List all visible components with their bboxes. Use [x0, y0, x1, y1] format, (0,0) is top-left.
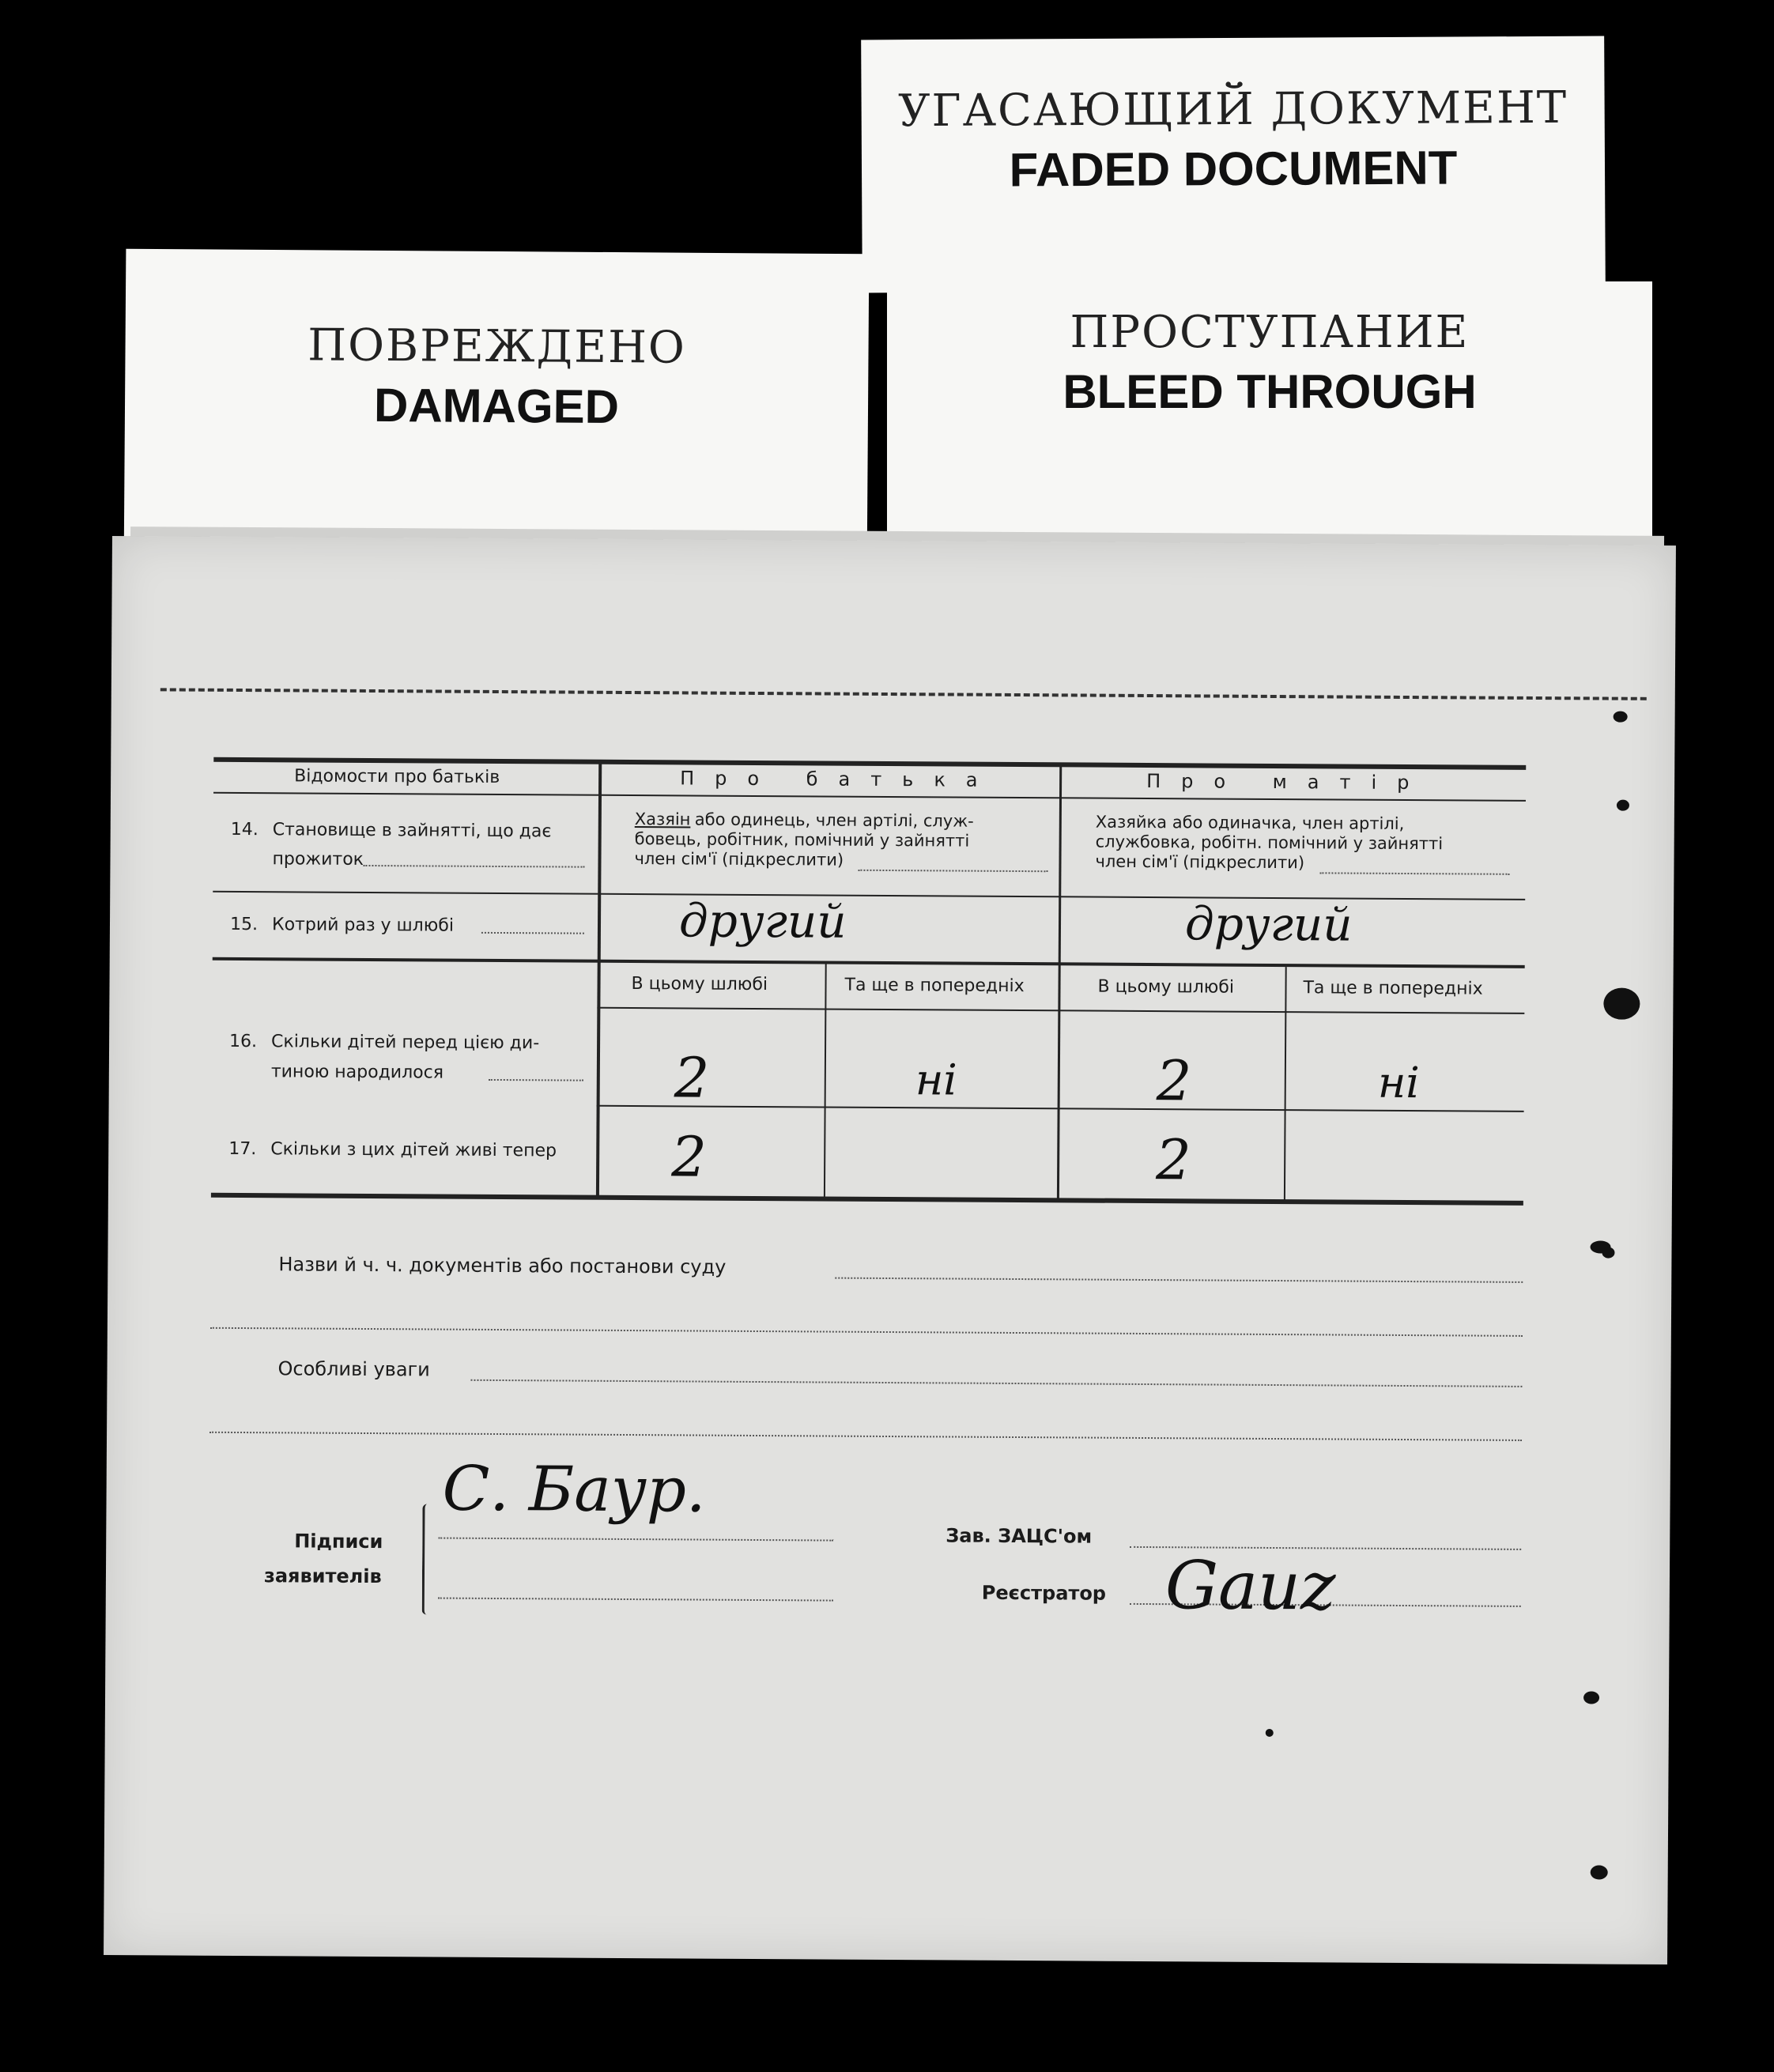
damage-spot: [1614, 711, 1628, 723]
documents-label: Назви й ч. ч. документів або постанови суду: [278, 1253, 727, 1278]
row14-label-1: Становище в зайнятті, що дає: [272, 820, 552, 842]
head-label: Зав. ЗАЦС'ом: [946, 1524, 1093, 1548]
table-rule: [213, 957, 1525, 968]
notes-line: [470, 1379, 1522, 1387]
row16-father-this: 2: [674, 1045, 710, 1111]
row14-father-line2: бовець, робітник, помічний у зайнятті: [634, 829, 970, 851]
row14-mother-line3: член сім'ї (підкреслити): [1095, 851, 1305, 873]
row15-father-value: другий: [678, 893, 847, 949]
bleed-through-card: [887, 281, 1652, 566]
applicant-signature-line-1: [438, 1538, 833, 1542]
damage-spot: [1583, 1691, 1599, 1704]
damaged-label-en: DAMAGED: [373, 378, 620, 434]
damaged-label-ru: ПОВРЕЖДЕНО: [308, 319, 687, 374]
bleed-label-en: BLEED THROUGH: [1063, 365, 1477, 418]
perforation-line: [160, 688, 1647, 700]
applicant-signature-line-2: [438, 1598, 833, 1602]
row14-father-line3: член сім'ї (підкреслити): [634, 849, 844, 870]
applicants-label-1: Підписи: [294, 1530, 383, 1553]
header-mother: Про матір: [1146, 769, 1430, 794]
row16-label-1: Скільки дітей перед цією ди-: [271, 1032, 540, 1054]
faded-label-en: FADED DOCUMENT: [1009, 141, 1458, 197]
applicants-label-2: заявителів: [263, 1564, 382, 1588]
row17-label: Скільки з цих дітей живі тепер: [270, 1139, 557, 1161]
applicant-signature: С. Баур.: [442, 1453, 706, 1527]
row17-father-this: 2: [670, 1124, 708, 1190]
damaged-card: [124, 249, 870, 571]
row17-mother-this: 2: [1155, 1127, 1192, 1193]
registration-form-sheet: [104, 536, 1676, 1964]
bleed-label-ru: ПРОСТУПАНИЕ: [1070, 307, 1470, 358]
documents-line: [835, 1278, 1523, 1283]
subheader-father-prev: Та ще в попередніх: [844, 975, 1025, 997]
row16-num: 16.: [229, 1031, 258, 1052]
damage-spot: [1617, 800, 1629, 811]
damage-spot: [1603, 988, 1640, 1020]
faded-label-ru: УГАСАЮЩИЙ ДОКУМЕНТ: [897, 81, 1568, 138]
faded-document-card: [861, 36, 1606, 293]
table-col-rule: [1057, 764, 1062, 1201]
table-col-rule: [596, 762, 602, 1198]
header-father: Про батька: [680, 767, 998, 791]
subheader-mother-prev: Та ще в попередніх: [1303, 978, 1483, 999]
row14-father-dots: [858, 870, 1047, 872]
notes-line-2: [209, 1432, 1522, 1441]
row14-mother-dots: [1319, 872, 1509, 874]
row14-label-2: прожиток: [272, 849, 364, 870]
row14-father-owner: Хазяін: [634, 810, 691, 829]
row15-mother-value: другий: [1184, 896, 1353, 952]
damage-spot: [1602, 1247, 1614, 1259]
table-bottom-rule: [211, 1193, 1523, 1206]
table-rule: [597, 1007, 1524, 1014]
registrar-label: Реєстратор: [981, 1581, 1107, 1605]
table-rule: [213, 792, 1526, 802]
subheader-father-this: В цьому шлюбі: [631, 974, 768, 995]
row14-mother-line2: службовка, робітн. помічний у зайнятті: [1095, 832, 1444, 854]
row16-label-2: тиною народилося: [270, 1062, 444, 1083]
registrar-signature: Gauz: [1164, 1546, 1336, 1625]
table-col-rule: [1284, 967, 1287, 1202]
row14-num: 14.: [230, 819, 259, 840]
row14-mother-line1: Хазяйка або одиначка, член артілі,: [1095, 812, 1405, 833]
notes-label: Особливі уваги: [277, 1357, 430, 1381]
row15-num: 15.: [229, 914, 259, 935]
subheader-mother-this: В цьому шлюбі: [1097, 976, 1235, 998]
row14-dots: [363, 865, 584, 868]
row14-father-line1: або одинець, член артілі, служ-: [694, 810, 974, 831]
documents-line-2: [210, 1327, 1523, 1337]
signature-brace: [422, 1504, 433, 1614]
damage-spot: [1591, 1865, 1608, 1879]
row15-dots: [481, 932, 584, 934]
row15-label: Котрий раз у шлюбі: [271, 915, 455, 936]
row16-mother-prev: ні: [1377, 1057, 1420, 1108]
row17-num: 17.: [228, 1138, 257, 1160]
row16-father-prev: ні: [915, 1055, 957, 1105]
table-col-rule: [824, 964, 827, 1200]
row16-mother-this: 2: [1156, 1048, 1192, 1114]
row16-dots: [489, 1079, 583, 1081]
header-parents-info: Відомости про батьків: [294, 766, 500, 788]
damage-spot: [1266, 1729, 1274, 1737]
